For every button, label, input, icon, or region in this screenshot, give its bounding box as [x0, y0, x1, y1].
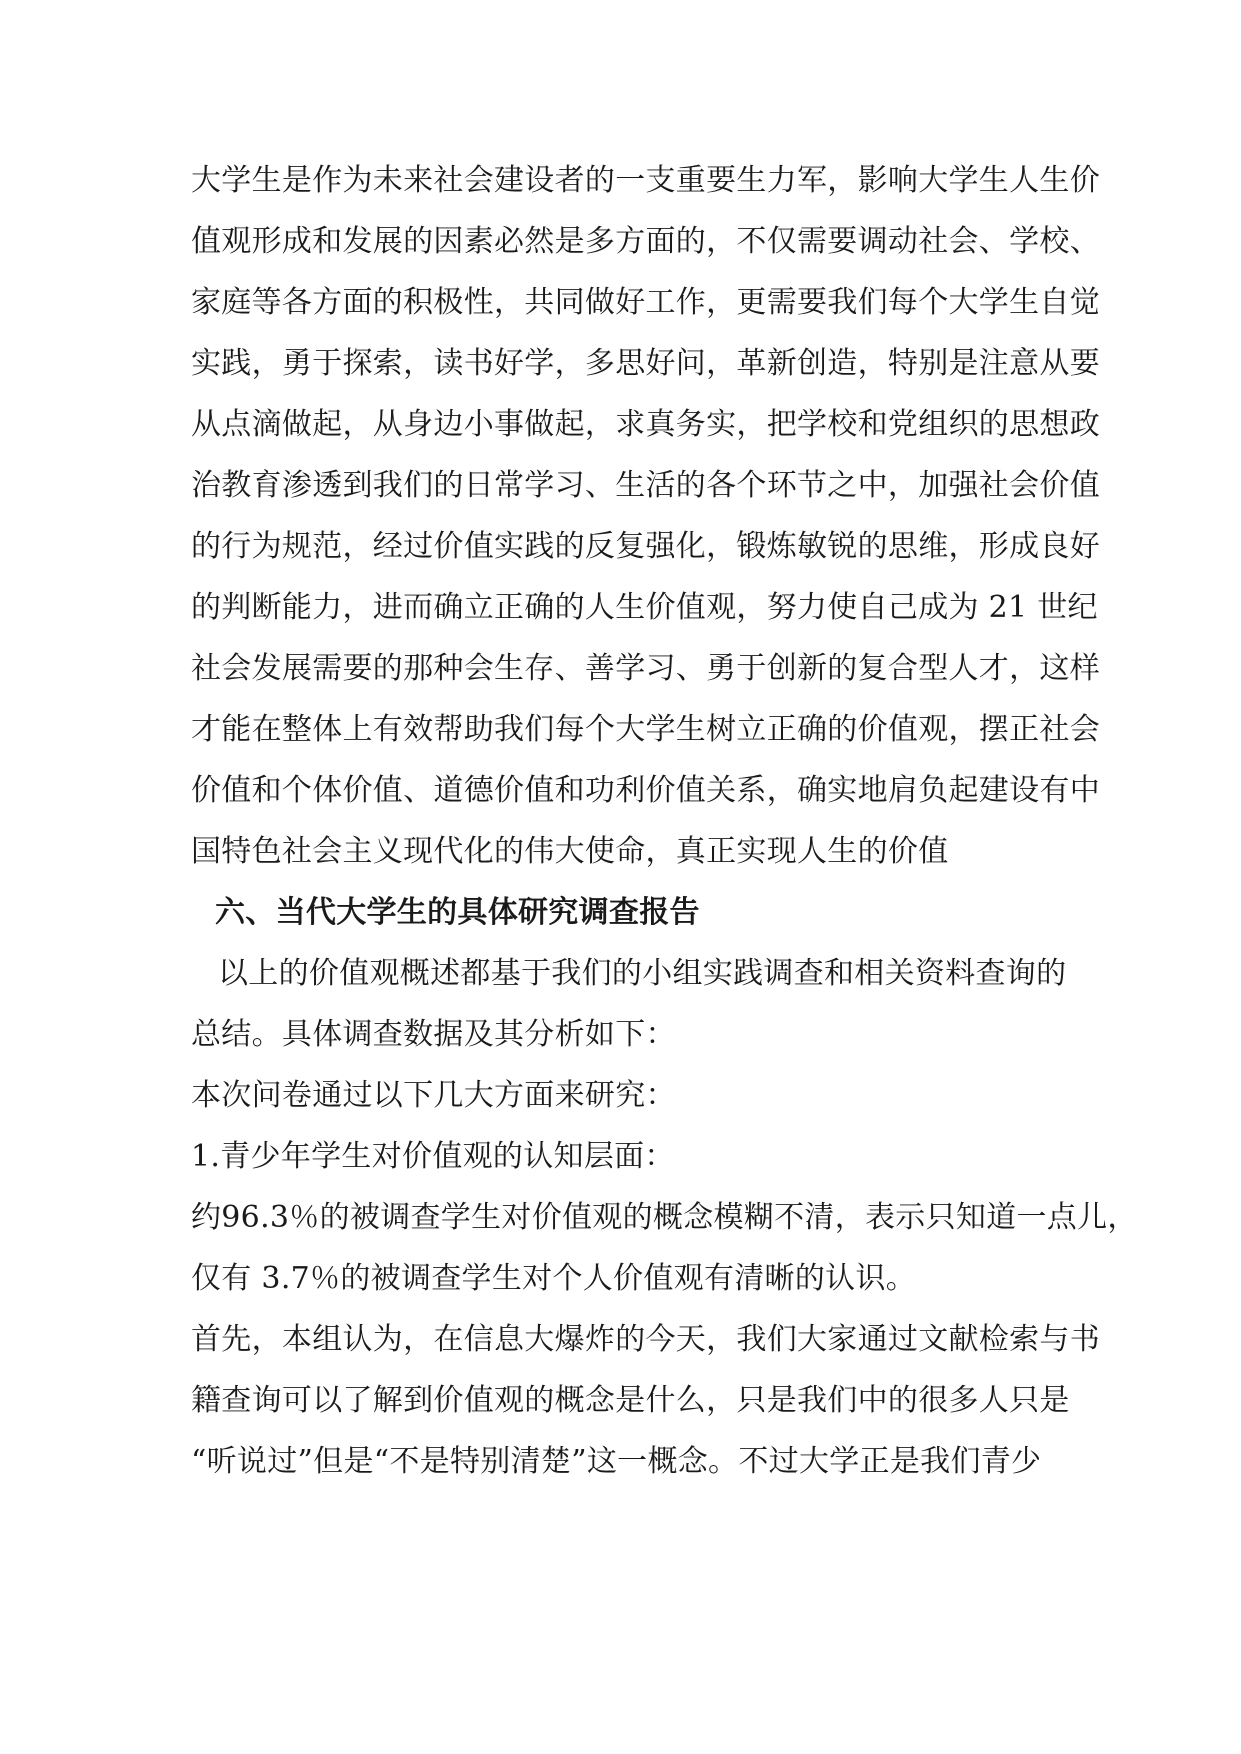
body-text-line: 家庭等各方面的积极性，共同做好工作，更需要我们每个大学生自觉: [191, 285, 1100, 320]
section-heading: 六、当代大学生的具体研究调查报告: [215, 895, 700, 930]
body-text-line: 以上的价值观概述都基于我们的小组实践调查和相关资料查询的: [218, 956, 1067, 991]
body-text-line: 从点滴做起，从身边小事做起，求真务实，把学校和党组织的思想政: [191, 407, 1100, 442]
finding-line: 仅有 3.7％的被调查学生对个人价值观有清晰的认识。: [191, 1261, 917, 1296]
body-text-line: 实践，勇于探索，读书好学，多思好问，革新创造，特别是注意从要: [191, 346, 1100, 381]
body-text-line: 价值和个体价值、道德价值和功利价值关系，确实地肩负起建设有中: [191, 773, 1100, 808]
body-text-line: 值观形成和发展的因素必然是多方面的，不仅需要调动社会、学校、: [191, 224, 1100, 259]
body-text-line: 社会发展需要的那种会生存、善学习、勇于创新的复合型人才，这样: [191, 651, 1100, 686]
finding-line: 约96.3％的被调查学生对价值观的概念模糊不清，表示只知道一点儿，: [191, 1200, 1138, 1235]
body-text-line: 籍查询可以了解到价值观的概念是什么，只是我们中的很多人只是: [191, 1383, 1070, 1418]
body-text-line: “听说过”但是“不是特别清楚”这一概念。不过大学正是我们青少: [191, 1444, 1042, 1479]
body-text-line: 国特色社会主义现代化的伟大使命，真正实现人生的价值: [191, 834, 949, 869]
body-text-line: 大学生是作为未来社会建设者的一支重要生力军，影响大学生人生价: [191, 163, 1100, 198]
item-title: 1.青少年学生对价值观的认知层面：: [191, 1139, 675, 1174]
body-text-line: 治教育渗透到我们的日常学习、生活的各个环节之中，加强社会价值: [191, 468, 1100, 503]
body-text-line: 的判断能力，进而确立正确的人生价值观，努力使自己成为 21 世纪: [191, 590, 1098, 625]
body-text-line: 总结。具体调查数据及其分析如下：: [191, 1017, 676, 1052]
intro-line: 本次问卷通过以下几大方面来研究：: [191, 1078, 676, 1113]
body-text-line: 才能在整体上有效帮助我们每个大学生树立正确的价值观，摆正社会: [191, 712, 1100, 747]
body-text-line: 首先，本组认为，在信息大爆炸的今天，我们大家通过文献检索与书: [191, 1322, 1100, 1357]
body-text-line: 的行为规范，经过价值实践的反复强化，锻炼敏锐的思维，形成良好: [191, 529, 1100, 564]
